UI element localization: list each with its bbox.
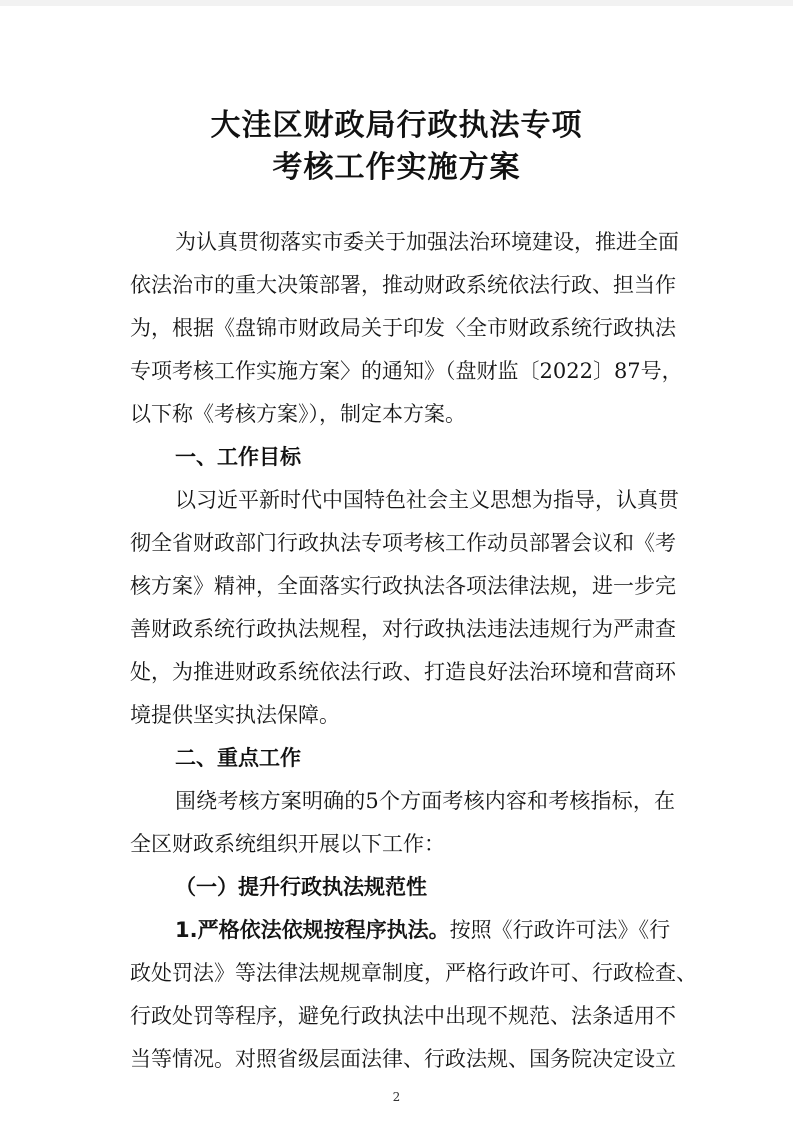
intro-line-4: 专项考核工作实施方案〉的通知》（盘财监〔2022〕87号， xyxy=(130,359,683,383)
intro-line-1: 为认真贯彻落实市委关于加强法治环境建设，推进全面 xyxy=(175,230,679,254)
document-title-line-2: 考核工作实施方案 xyxy=(272,150,521,185)
intro-line-5: 以下称《考核方案》），制定本方案。 xyxy=(130,402,466,426)
item-1-line-3: 行政处罚等程序，避免行政执法中出现不规范、法条适用不 xyxy=(130,1004,676,1028)
page-number: 2 xyxy=(392,1090,401,1104)
section-1-line-1: 以习近平新时代中国特色社会主义思想为指导，认真贯 xyxy=(175,488,679,512)
intro-line-2: 依法治市的重大决策部署，推动财政系统依法行政、担当作 xyxy=(130,273,676,297)
item-1-first-rest: 按照《行政许可法》《行 xyxy=(449,918,671,942)
item-1-line-4: 当等情况。对照省级层面法律、行政法规、国务院决定设立 xyxy=(130,1047,676,1071)
section-2-line-2: 全区财政系统组织开展以下工作： xyxy=(130,832,445,856)
intro-line-3: 为，根据《盘锦市财政局关于印发〈全市财政系统行政执法 xyxy=(130,316,676,340)
item-1-line-2: 政处罚法》等法律法规规章制度，严格行政许可、行政检查、 xyxy=(130,961,697,985)
document-title-line-1: 大洼区财政局行政执法专项 xyxy=(210,108,583,143)
section-1-line-2: 彻全省财政部门行政执法专项考核工作动员部署会议和《考 xyxy=(130,531,676,555)
section-1-heading: 一、工作目标 xyxy=(175,445,301,469)
section-2-heading: 二、重点工作 xyxy=(175,746,301,770)
section-1-line-4: 善财政系统行政执法规程，对行政执法违法违规行为严肃查 xyxy=(130,617,676,641)
item-1-lead: 1.严格依法依规按程序执法。 xyxy=(175,918,450,942)
section-1-line-5: 处，为推进财政系统依法行政、打造良好法治环境和营商环 xyxy=(130,660,676,684)
subsection-1-heading: （一）提升行政执法规范性 xyxy=(175,874,427,899)
section-2-line-1: 围绕考核方案明确的5个方面考核内容和考核指标，在 xyxy=(175,789,675,813)
scan-top-edge xyxy=(0,0,793,6)
section-1-line-3: 核方案》精神，全面落实行政执法各项法律法规，进一步完 xyxy=(130,574,676,598)
item-1-line-1 xyxy=(175,914,675,946)
section-1-line-6: 境提供坚实执法保障。 xyxy=(130,703,340,727)
